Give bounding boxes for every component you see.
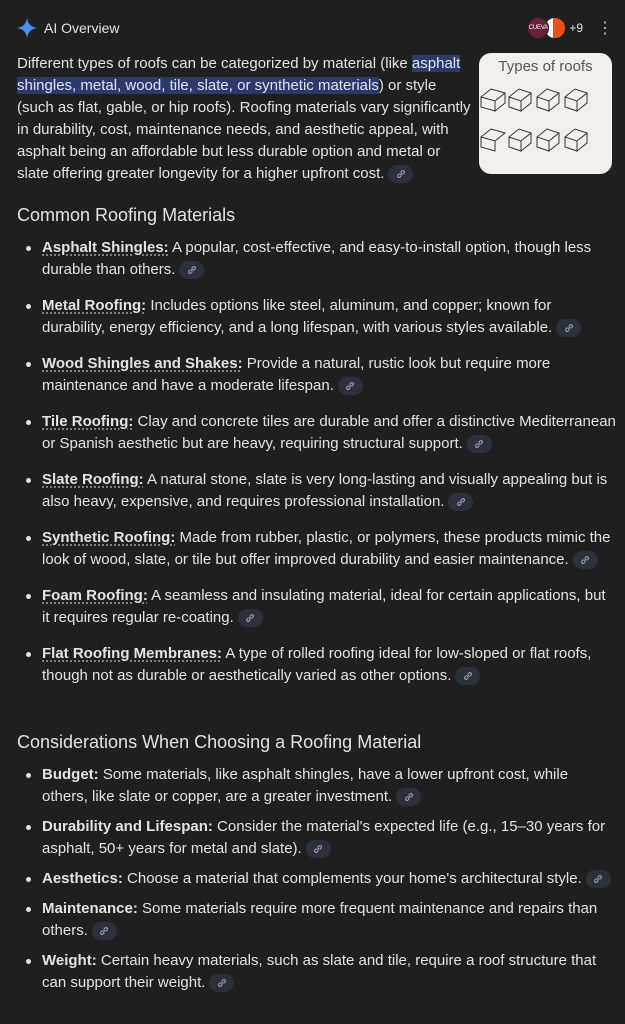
link-icon [217, 978, 227, 988]
source-link-button[interactable] [467, 435, 492, 453]
item-text: Made from rubber, plastic, or polymers, these products mimic the look of wood, slate, or tile but offer improved durability and easier maintenance. [42, 529, 611, 568]
list-item [17, 585, 617, 629]
item-term: Aesthetics: [42, 870, 123, 887]
list-item [17, 950, 617, 994]
item-text: A seamless and insulating material, ideal for certain applications, but it requires regular re-coating. [42, 587, 606, 626]
item-text: Clay and concrete tiles are durable and offer a distinctive Mediterranean or Spanish aesthetic but are heavy, requiring structural support. [42, 413, 616, 452]
list-item [17, 643, 617, 687]
item-text: Certain heavy materials, such as slate and tile, require a roof structure that can support their weight. [42, 952, 597, 991]
link-icon [474, 439, 484, 449]
item-term[interactable]: Wood Shingles and Shakes: [42, 355, 243, 372]
link-icon [404, 792, 414, 802]
more-sources-count: +9 [569, 21, 583, 35]
sources-button[interactable] [527, 17, 583, 39]
thumbnail-title: Types of roofs [498, 58, 593, 75]
source-link-button[interactable] [448, 493, 473, 511]
source-link-button[interactable] [209, 974, 234, 992]
source-avatar: CUEVA [527, 17, 549, 39]
item-text: Includes options like steel, aluminum, and copper; known for durability, energy efficiency, and a long lifespan, with various styles available. [42, 297, 553, 336]
item-text: Choose a material that complements your home's architectural style. [122, 870, 582, 887]
link-icon [463, 671, 473, 681]
considerations-list [17, 764, 617, 1002]
item-term[interactable]: Tile Roofing: [42, 413, 134, 430]
list-item [17, 295, 617, 339]
link-icon [564, 323, 574, 333]
item-term: Durability and Lifespan: [42, 818, 213, 835]
source-link-button[interactable] [573, 551, 598, 569]
link-icon [456, 497, 466, 507]
intro-text: Different types of roofs can be categorized by material (like [17, 55, 412, 72]
item-term: Maintenance: [42, 900, 138, 917]
source-link-button[interactable] [556, 319, 581, 337]
source-link-button[interactable] [455, 667, 480, 685]
section-heading: Common Roofing Materials [17, 205, 236, 225]
link-icon [396, 169, 406, 179]
item-term[interactable]: Slate Roofing: [42, 471, 144, 488]
item-term[interactable]: Foam Roofing: [42, 587, 148, 604]
source-link-button[interactable] [388, 165, 413, 183]
source-link-button[interactable] [179, 261, 204, 279]
source-link-button[interactable] [586, 870, 611, 888]
item-text: A type of rolled roofing ideal for low-sloped or flat roofs, though not as durable or aesthetically varied as other options. [42, 645, 592, 684]
roof-illustrations [479, 75, 612, 165]
list-item [17, 237, 617, 281]
item-text: Provide a natural, rustic look but require more maintenance and have a moderate lifespan. [42, 355, 551, 394]
link-icon [245, 613, 255, 623]
list-item [17, 898, 617, 942]
link-icon [99, 926, 109, 936]
item-text: A popular, cost-effective, and easy-to-install option, though less durable than others. [42, 239, 592, 278]
source-link-button[interactable] [338, 377, 363, 395]
list-item [17, 469, 617, 513]
ai-overview-header [17, 15, 613, 41]
link-icon [580, 555, 590, 565]
ai-overview-title: AI Overview [44, 20, 120, 36]
link-icon [593, 874, 603, 884]
item-text: Consider the material's expected life (e.g., 15–30 years for asphalt, 50+ years for metal and slate). [42, 818, 606, 857]
item-term[interactable]: Synthetic Roofing: [42, 529, 176, 546]
list-item [17, 764, 617, 808]
item-text: Some materials require more frequent maintenance and repairs than others. [42, 900, 598, 939]
item-term[interactable]: Asphalt Shingles: [42, 239, 169, 256]
source-link-button[interactable] [306, 840, 331, 858]
roofing-materials-list [17, 237, 617, 701]
link-icon [187, 265, 197, 275]
highlighted-text: asphalt shingles, metal, wood, tile, slate, or synthetic materials [17, 55, 461, 94]
list-item [17, 353, 617, 397]
more-options-icon[interactable]: ⋮ [597, 20, 613, 37]
section-heading: Considerations When Choosing a Roofing Material [17, 732, 422, 752]
intro-text: ) or style (such as flat, gable, or hip roofs). Roofing materials vary significantly in durability, cost, maintenance needs, and aesthetic appeal, with asphalt being an affordable but less durable option and metal or slate offering greater longevity for a higher upfront cost. [17, 77, 471, 182]
item-text: A natural stone, slate is very long-lasting and visually appealing but is also heavy, expensive, and requires professional installation. [42, 471, 608, 510]
item-term: Weight: [42, 952, 97, 969]
item-text: Some materials, like asphalt shingles, have a lower upfront cost, while others, like slate or copper, are a greater investment. [42, 766, 569, 805]
item-term[interactable]: Flat Roofing Membranes: [42, 645, 223, 662]
roof-types-thumbnail[interactable] [479, 53, 612, 174]
list-item [17, 868, 617, 890]
link-icon [313, 844, 323, 854]
list-item [17, 411, 617, 455]
intro-paragraph [17, 53, 472, 185]
gemini-sparkle-icon [17, 18, 37, 38]
source-link-button[interactable] [92, 922, 117, 940]
source-link-button[interactable] [396, 788, 421, 806]
list-item [17, 527, 617, 571]
item-term: Budget: [42, 766, 99, 783]
item-term[interactable]: Metal Roofing: [42, 297, 147, 314]
source-link-button[interactable] [238, 609, 263, 627]
link-icon [345, 381, 355, 391]
list-item [17, 816, 617, 860]
